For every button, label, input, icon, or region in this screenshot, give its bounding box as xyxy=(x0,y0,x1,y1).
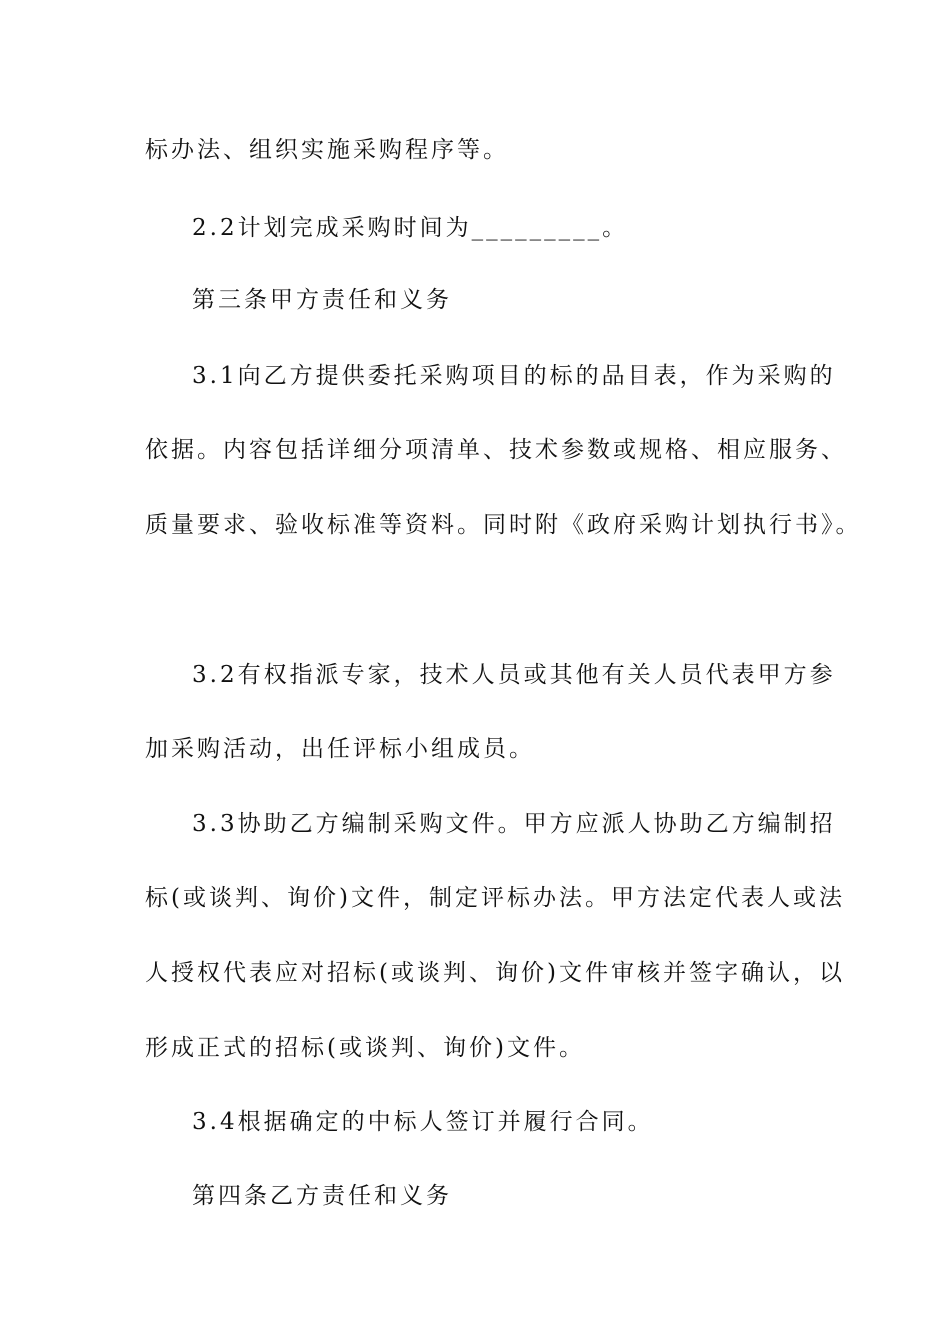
clause-3-1-line-2: 依据。内容包括详细分项清单、技术参数或规格、相应服务、 xyxy=(145,437,847,463)
clause-3-1-line-3: 质量要求、验收标准等资料。同时附《政府采购计划执行书》。 xyxy=(145,512,862,538)
clause-3-2-line-1: 3.2有权指派专家，技术人员或其他有关人员代表甲方参 xyxy=(192,662,836,688)
clause-3-3-line-4: 形成正式的招标(或谈判、询价)文件。 xyxy=(145,1035,585,1061)
article-4-heading: 第四条乙方责任和义务 xyxy=(192,1183,452,1209)
clause-2-2: 2.2计划完成采购时间为_________。 xyxy=(192,215,629,241)
clause-3-3-line-3: 人授权代表应对招标(或谈判、询价)文件审核并签字确认，以 xyxy=(145,960,845,986)
clause-3-3-line-1: 3.3协助乙方编制采购文件。甲方应派人协助乙方编制招 xyxy=(192,811,836,837)
paragraph-2-1-continuation: 标办法、组织实施采购程序等。 xyxy=(145,137,509,163)
clause-3-1-line-1: 3.1向乙方提供委托采购项目的标的品目表，作为采购的 xyxy=(192,363,836,389)
article-3-heading: 第三条甲方责任和义务 xyxy=(192,287,452,313)
clause-3-4: 3.4根据确定的中标人签订并履行合同。 xyxy=(192,1109,654,1135)
clause-3-2-line-2: 加采购活动，出任评标小组成员。 xyxy=(145,736,535,762)
clause-3-3-line-2: 标(或谈判、询价)文件，制定评标办法。甲方法定代表人或法 xyxy=(145,885,845,911)
